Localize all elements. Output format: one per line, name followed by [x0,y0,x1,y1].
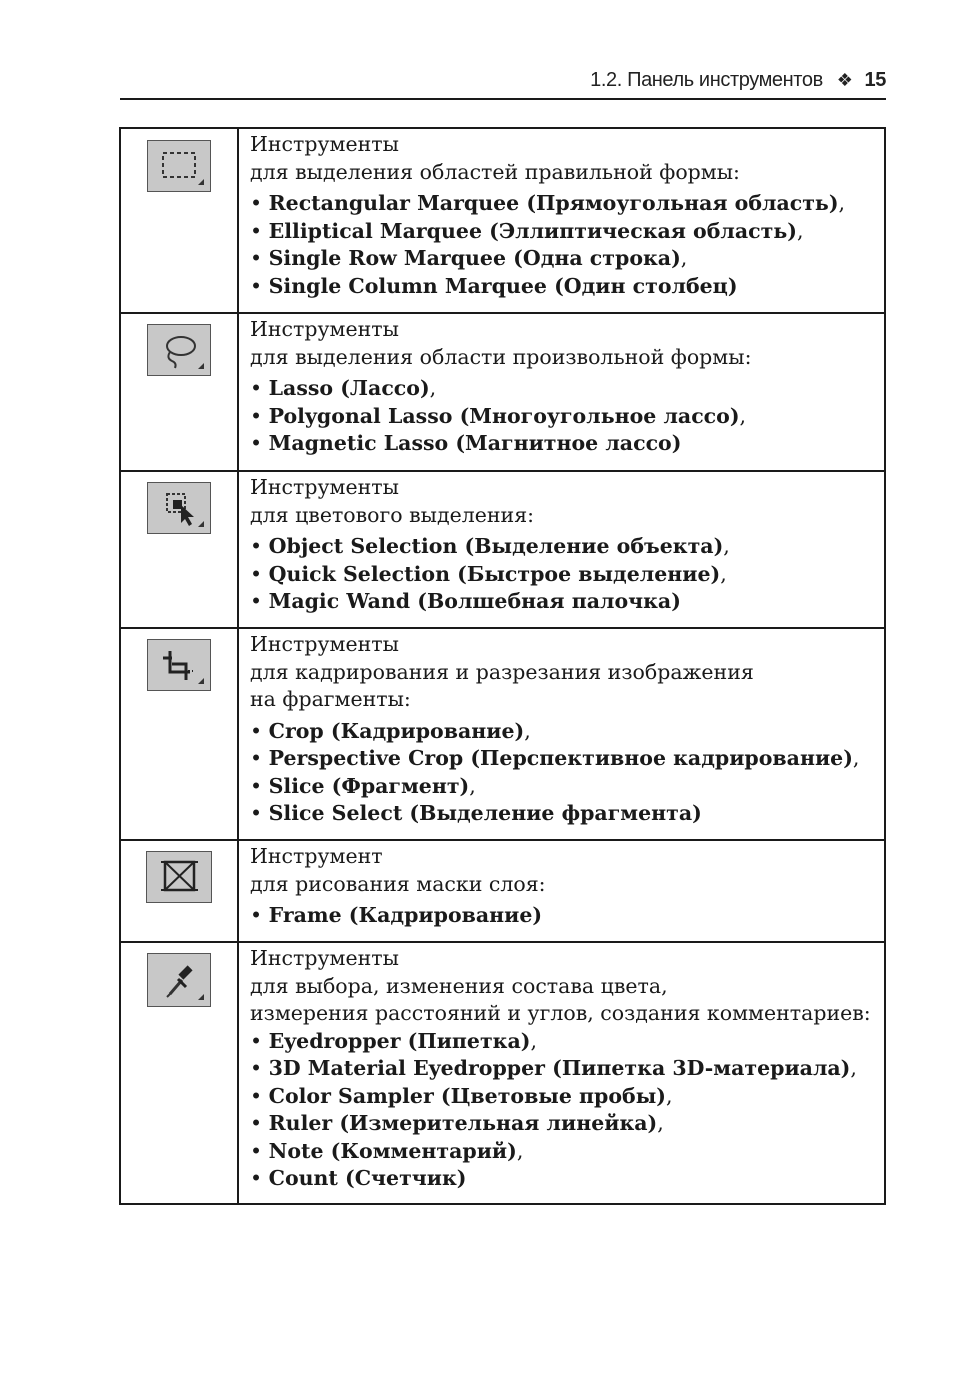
table-row [120,628,885,840]
tool-list [250,1028,874,1193]
list-item: • Quick Selection (Быстрое выделение), [250,561,727,586]
row-description: Инструменты для цветового выделения: [250,475,535,527]
list-item: • Frame (Кадрирование) [250,903,543,927]
tool-list [250,190,874,300]
list-item: • Note (Комментарий), [250,1138,524,1163]
list-item: • Lasso (Лассо), [250,376,437,400]
running-header [120,62,886,100]
ornament-icon: ❖ [836,70,853,90]
list-item: • Single Row Marquee (Одна строка), [250,246,688,270]
row-description: Инструмент для рисования маски слоя: [250,844,546,896]
crop-icon [147,639,211,691]
page-number: 15 [864,69,886,91]
tool-list [250,533,874,616]
lasso-icon [147,324,211,376]
list-item: • Color Sampler (Цветовые пробы), [250,1083,673,1108]
row-description: Инструменты для кадрирования и разрезания изображения на фрагменты: [250,632,754,711]
list-item: • Magnetic Lasso (Магнитное лассо) [250,431,682,455]
row-description: Инструменты для выбора, изменения состава цвета, измерения расстояний и углов, создания комментариев: [250,946,871,1025]
object-selection-icon [147,482,211,534]
list-item: • Ruler (Измерительная линейка), [250,1111,664,1135]
section-title: 1.2. Панель инструментов [590,69,823,91]
row-description: Инструменты для выделения области произвольной формы: [250,317,752,369]
list-item: • Object Selection (Выделение объекта), [250,534,730,558]
list-item: • Slice Select (Выделение фрагмента) [250,801,702,825]
rectangular-marquee-icon [147,140,211,192]
list-item: • Slice (Фрагмент), [250,773,476,798]
tool-list [250,902,874,930]
list-item: • Single Column Marquee (Один столбец) [250,273,738,298]
list-item: • Crop (Кадрирование), [250,718,531,743]
table-row [120,128,885,313]
eyedropper-icon [147,953,211,1007]
row-description: Инструменты для выделения областей правильной формы: [250,132,740,184]
table-row [120,840,885,942]
list-item: • Polygonal Lasso (Многоугольное лассо), [250,403,747,428]
frame-icon [146,851,212,903]
tool-list [250,375,874,458]
table-row [120,313,885,471]
list-item: • 3D Material Eyedropper (Пипетка 3D-материала), [250,1056,857,1080]
list-item: • Magic Wand (Волшебная палочка) [250,589,681,613]
tool-list [250,718,874,828]
list-item: • Perspective Crop (Перспективное кадрирование), [250,746,860,770]
list-item: • Eyedropper (Пипетка), [250,1028,537,1053]
table-row [120,471,885,628]
list-item: • Elliptical Marquee (Эллиптическая область), [250,218,804,243]
tools-table [119,127,886,1205]
list-item: • Count (Счетчик) [250,1166,467,1190]
table-row [120,942,885,1204]
list-item: • Rectangular Marquee (Прямоугольная область), [250,191,846,215]
